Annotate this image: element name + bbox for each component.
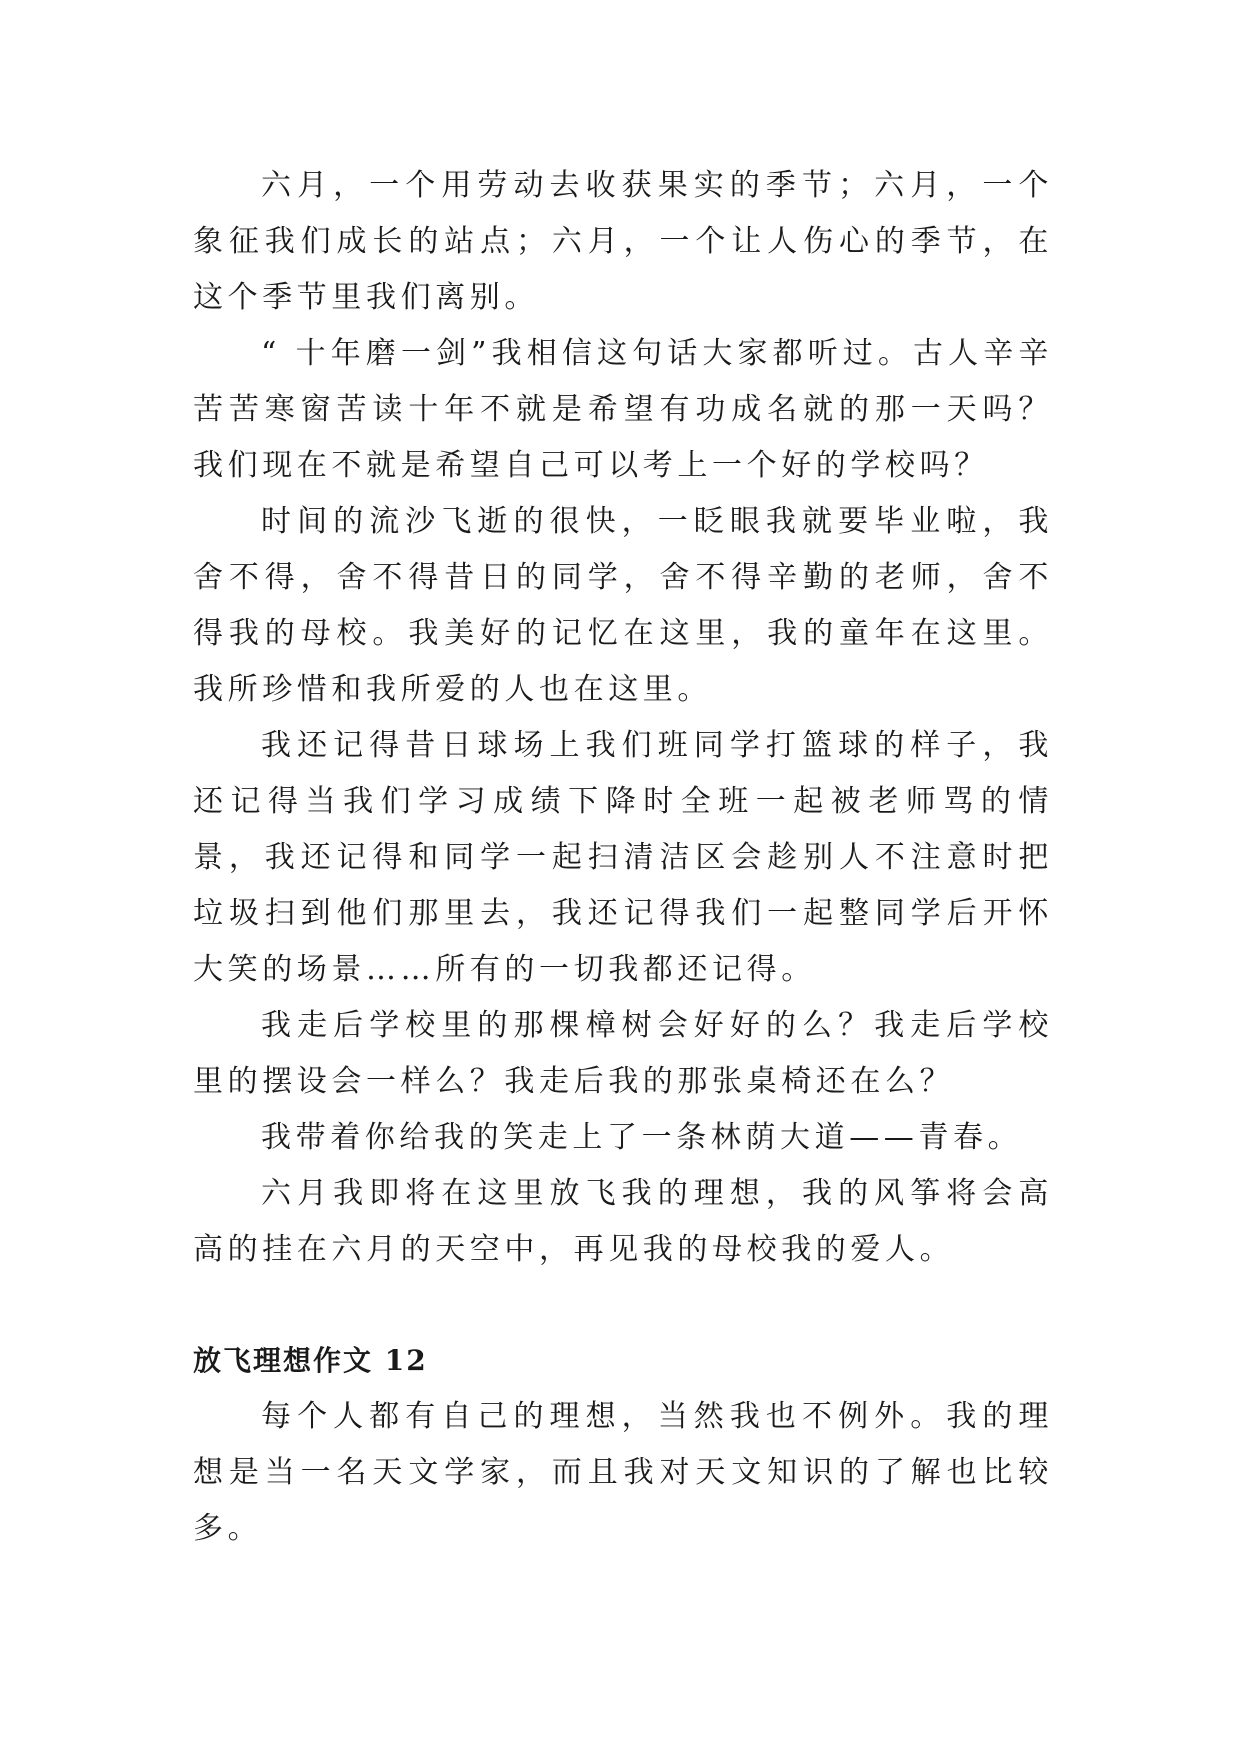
paragraph-4: 我还记得昔日球场上我们班同学打篮球的样子，我还记得当我们学习成绩下降时全班一起被老师骂的情景，我还记得和同学一起扫清洁区会趁别人不注意时把垃圾扫到他们那里去，我还记得我们一起整同学后开怀大笑的场景……所有的一切我都还记得。 [193, 728, 1053, 987]
section-paragraph-1: 每个人都有自己的理想，当然我也不例外。我的理想是当一名天文学家，而且我对天文知识的了解也比较多。 [193, 1399, 1053, 1546]
document-page [193, 158, 1053, 1557]
paragraph-6: 我带着你给我的笑走上了一条林荫大道——青春。 [261, 1120, 1023, 1155]
paragraph-7: 六月我即将在这里放飞我的理想，我的风筝将会高高的挂在六月的天空中，再见我的母校我的爱人。 [193, 1176, 1053, 1267]
paragraph-3: 时间的流沙飞逝的很快，一眨眼我就要毕业啦，我舍不得，舍不得昔日的同学，舍不得辛勤的老师，舍不得我的母校。我美好的记忆在这里，我的童年在这里。我所珍惜和我所爱的人也在这里。 [193, 504, 1053, 707]
paragraph-1: 六月，一个用劳动去收获果实的季节；六月，一个象征我们成长的站点；六月，一个让人伤心的季节，在这个季节里我们离别。 [193, 168, 1053, 315]
paragraph-2: “ 十年磨一剑”我相信这句话大家都听过。古人辛辛苦苦寒窗苦读十年不就是希望有功成名就的那一天吗？我们现在不就是希望自己可以考上一个好的学校吗？ [193, 336, 1053, 483]
section-title: 放飞理想作文 12 [193, 1344, 428, 1377]
paragraph-5: 我走后学校里的那棵樟树会好好的么？我走后学校里的摆设会一样么？我走后我的那张桌椅还在么？ [193, 1008, 1053, 1099]
